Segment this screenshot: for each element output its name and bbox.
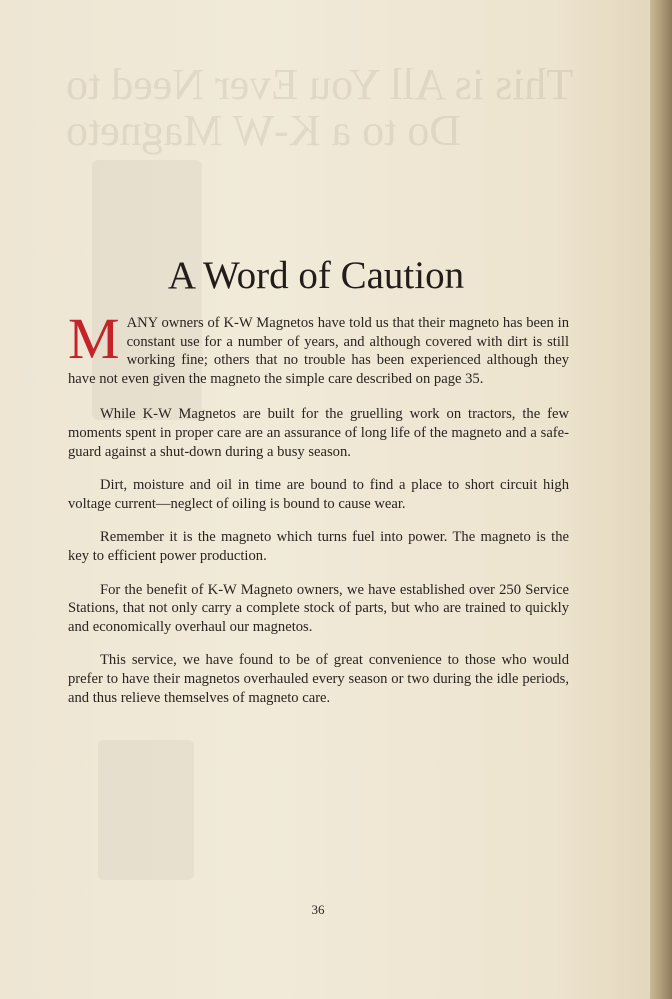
paragraph-3: Dirt, moisture and oil in time are bound to find a place to short circuit high voltage current—neglect of oiling is bound to cause wear. bbox=[68, 477, 569, 512]
bleed-through-line-2: Do to a K-W Magneto bbox=[66, 106, 462, 155]
page-number: 36 bbox=[311, 902, 325, 917]
paragraph-1 bbox=[68, 306, 569, 388]
page-title: A Word of Caution bbox=[167, 254, 465, 297]
paragraph-6: This service, we have found to be of great convenience to those who would prefer to have their magnetos overhauled every season or two during the idle periods, and thus relieve themselves of magneto care. bbox=[68, 652, 569, 706]
paragraph-5: For the benefit of K-W Magneto owners, we have established over 250 Service Stations, that not only carry a complete stock of parts, but who are trained to quickly and economically overhaul our magnetos. bbox=[68, 581, 569, 635]
bleed-through-image-lower bbox=[98, 740, 194, 880]
paragraph-2: While K-W Magnetos are built for the gruelling work on tractors, the few moments spent in proper care are an assurance of long life of the magneto and a safe-guard against a shut-down during a busy season. bbox=[68, 406, 569, 460]
bleed-through-line-1: This is All You Ever Need to bbox=[66, 60, 574, 109]
paragraph-4: Remember it is the magneto which turns fuel into power. The magneto is the key to efficient power production. bbox=[68, 529, 569, 564]
paragraph-1-text: ANY owners of K-W Magnetos have told us that their magneto has been in constant use for a number of years, and although covered with dirt is still working fine; others that no trouble has been experienced although they have not even given the magneto the simple care described on page 35. bbox=[68, 315, 569, 387]
drop-cap: M bbox=[68, 306, 120, 371]
article-body bbox=[68, 306, 569, 722]
book-spine-edge bbox=[650, 0, 672, 999]
bleed-through-heading bbox=[66, 62, 586, 154]
